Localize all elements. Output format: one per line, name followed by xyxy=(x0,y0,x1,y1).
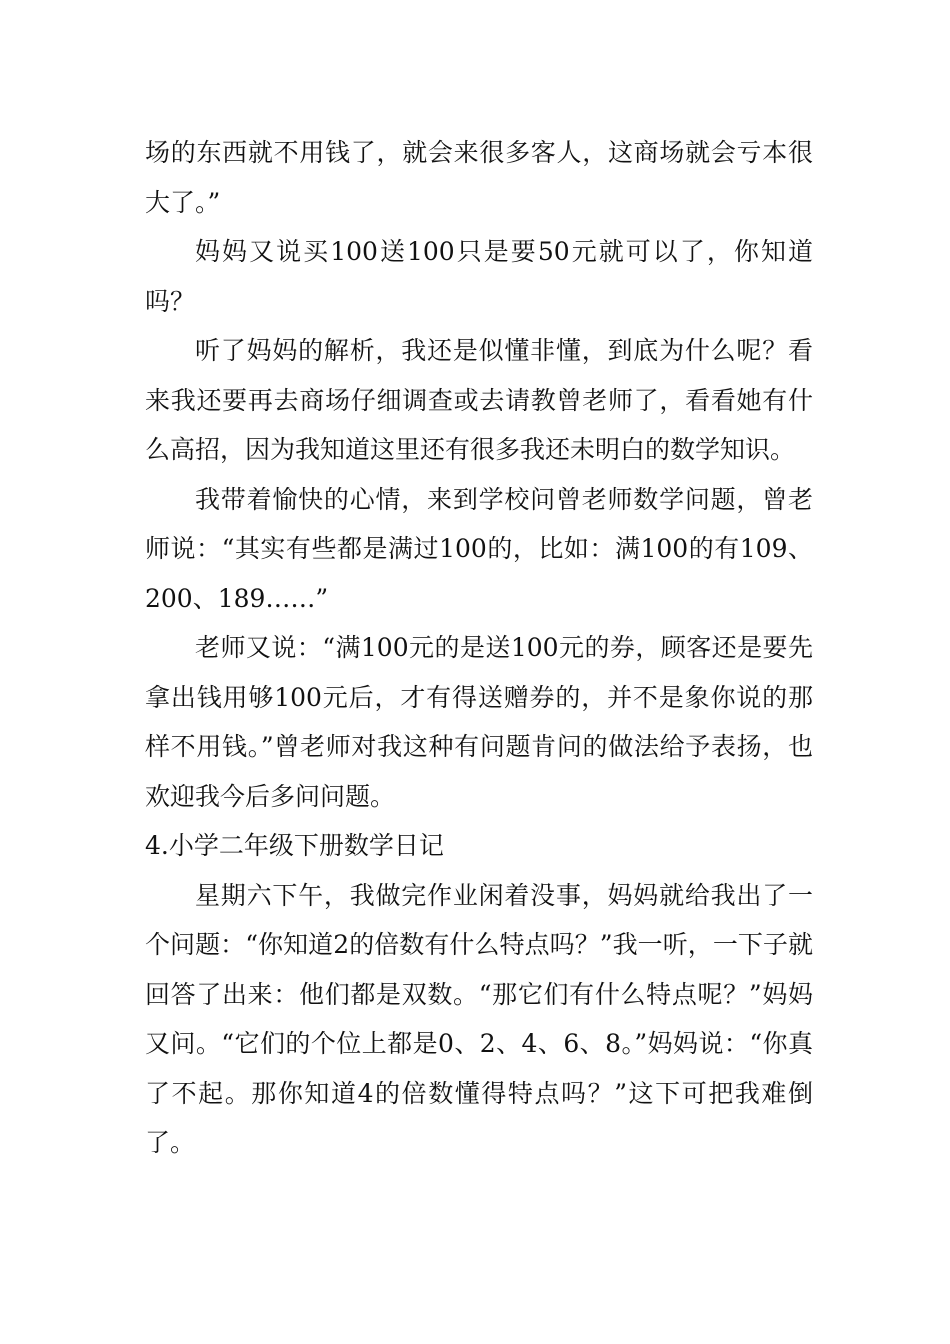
paragraph: 妈妈又说买100送100只是要50元就可以了，你知道吗？ xyxy=(145,237,813,316)
paragraph: 我带着愉快的心情，来到学校问曾老师数学问题，曾老师说：“其实有些都是满过100的，比如：满100的有109、200、189……” xyxy=(145,484,813,613)
paragraph-continuation: 场的东西就不用钱了，就会来很多客人，这商场就会亏本很大了。” xyxy=(145,138,813,217)
paragraph: 星期六下午，我做完作业闲着没事，妈妈就给我出了一个问题：“你知道2的倍数有什么特点吗？”我一听，一下子就回答了出来：他们都是双数。“那它们有什么特点呢？”妈妈又问。“它们的个位上都是0、2、4、6、8。”妈妈说：“你真了不起。那你知道4的倍数懂得特点吗？”这下可把我难倒了。 xyxy=(145,880,813,1157)
section-heading: 4.小学二年级下册数学日记 xyxy=(145,831,444,860)
paragraph: 老师又说：“满100元的是送100元的券，顾客还是要先拿出钱用够100元后，才有得送赠券的，并不是象你说的那样不用钱。”曾老师对我这种有问题肯问的做法给予表扬，也欢迎我今后多问问题。 xyxy=(145,633,813,811)
paragraph: 听了妈妈的解析，我还是似懂非懂，到底为什么呢？看来我还要再去商场仔细调查或去请教曾老师了，看看她有什么高招，因为我知道这里还有很多我还未明白的数学知识。 xyxy=(145,336,813,464)
document-body xyxy=(145,128,813,1168)
